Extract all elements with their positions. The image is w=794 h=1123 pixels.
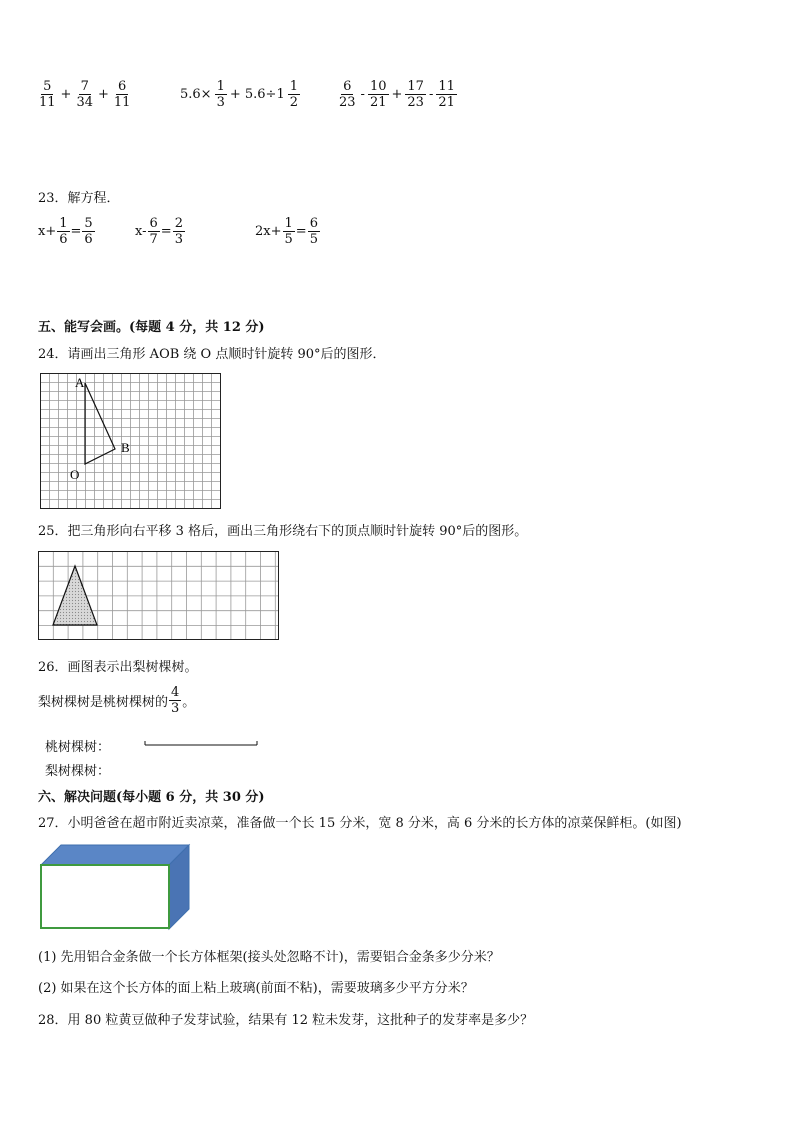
denominator: 11 <box>39 95 56 110</box>
denominator: 7 <box>149 232 158 247</box>
vertex-label-a: A <box>75 375 85 390</box>
denominator: 3 <box>174 232 183 247</box>
q27-title: 27．小明爸爸在超市附近卖凉菜，准备做一个长 15 分米，宽 8 分米，高 6 分米的长方体的凉菜保鲜柜。(如图) <box>38 816 682 831</box>
denominator: 5 <box>284 232 293 247</box>
q26-statement <box>38 685 195 716</box>
statement-text: 梨树棵树是桃树棵树的 <box>38 695 169 710</box>
vertex-label-o: O <box>70 467 80 482</box>
denominator: 3 <box>216 95 225 110</box>
expression-3 <box>336 79 458 110</box>
numerator: 11 <box>438 79 455 94</box>
q27-sub2: (2) 如果在这个长方体的面上粘上玻璃(前面不粘)，需要玻璃多少平方分米？ <box>38 981 474 996</box>
cuboid-figure <box>39 843 191 931</box>
q24-grid-figure <box>40 373 221 509</box>
numerator: 1 <box>284 216 293 231</box>
q27-sub1: (1) 先用铝合金条做一个长方体框架(接头处忽略不计)，需要铝合金条多少分米？ <box>38 950 500 965</box>
q25-title: 25．把三角形向右平移 3 格后，画出三角形绕右下的顶点顺时针旋转 90°后的图形。 <box>38 524 528 539</box>
denominator: 5 <box>309 232 318 247</box>
expr-text: 5.6× <box>180 87 212 102</box>
denominator: 23 <box>339 95 356 110</box>
equation-1 <box>38 216 96 247</box>
equation-3 <box>255 216 321 247</box>
expression-1 <box>36 79 133 110</box>
numerator: 1 <box>59 216 68 231</box>
numerator: 5 <box>84 216 93 231</box>
cuboid-top-face <box>41 845 189 865</box>
statement-end: 。 <box>182 695 196 710</box>
q28-title: 28．用 80 粒黄豆做种子发芽试验，结果有 12 粒未发芽，这批种子的发芽率是多少？ <box>38 1013 534 1028</box>
equals-sign: = <box>295 224 307 239</box>
denominator: 21 <box>438 95 455 110</box>
numerator: 1 <box>289 79 299 94</box>
numerator: 6 <box>149 216 158 231</box>
eq-text: x+ <box>38 224 57 239</box>
eq-text: x- <box>135 224 147 239</box>
numerator: 17 <box>407 79 424 94</box>
equation-2 <box>135 216 186 247</box>
operator: + <box>60 87 72 102</box>
equals-sign: = <box>70 224 82 239</box>
vertex-label-b: B <box>121 440 130 455</box>
eq-text: 2x+ <box>255 224 282 239</box>
expression-2 <box>178 79 301 110</box>
triangle-aob <box>85 383 115 464</box>
denominator: 11 <box>113 95 131 110</box>
operator: - <box>360 87 365 102</box>
operator: + <box>391 87 403 102</box>
denominator: 6 <box>84 232 93 247</box>
denominator: 3 <box>171 701 180 716</box>
q25-grid-figure <box>38 551 279 640</box>
denominator: 34 <box>76 95 93 110</box>
operator: - <box>428 87 434 102</box>
denominator: 23 <box>407 95 424 110</box>
numerator: 5 <box>43 79 52 94</box>
numerator: 1 <box>216 79 225 94</box>
numerator: 6 <box>309 216 318 231</box>
numerator: 10 <box>369 79 387 94</box>
numerator: 6 <box>118 79 127 94</box>
denominator: 2 <box>289 95 299 110</box>
peach-segment <box>144 739 258 747</box>
equals-sign: = <box>160 224 172 239</box>
q26-title: 26．画图表示出梨树棵树。 <box>38 660 198 675</box>
peach-label: 桃树棵树： <box>45 740 111 755</box>
operator: + <box>98 87 109 102</box>
expr-text: + 5.6÷1 <box>229 87 285 102</box>
grid-lines <box>40 373 221 509</box>
numerator: 6 <box>343 79 352 94</box>
numerator: 2 <box>174 216 183 231</box>
section-5-heading: 五、能写会画。(每题 4 分，共 12 分) <box>38 320 265 335</box>
denominator: 21 <box>369 95 387 110</box>
denominator: 6 <box>59 232 68 247</box>
q24-title: 24．请画出三角形 AOB 绕 O 点顺时针旋转 90°后的图形． <box>38 347 386 362</box>
cuboid-front-face <box>41 865 169 928</box>
section-6-heading: 六、解决问题(每小题 6 分，共 30 分) <box>38 790 265 805</box>
pear-label: 梨树棵树： <box>45 764 111 779</box>
numerator: 7 <box>80 79 89 94</box>
numerator: 4 <box>171 685 180 700</box>
q23-title: 23．解方程． <box>38 191 120 206</box>
